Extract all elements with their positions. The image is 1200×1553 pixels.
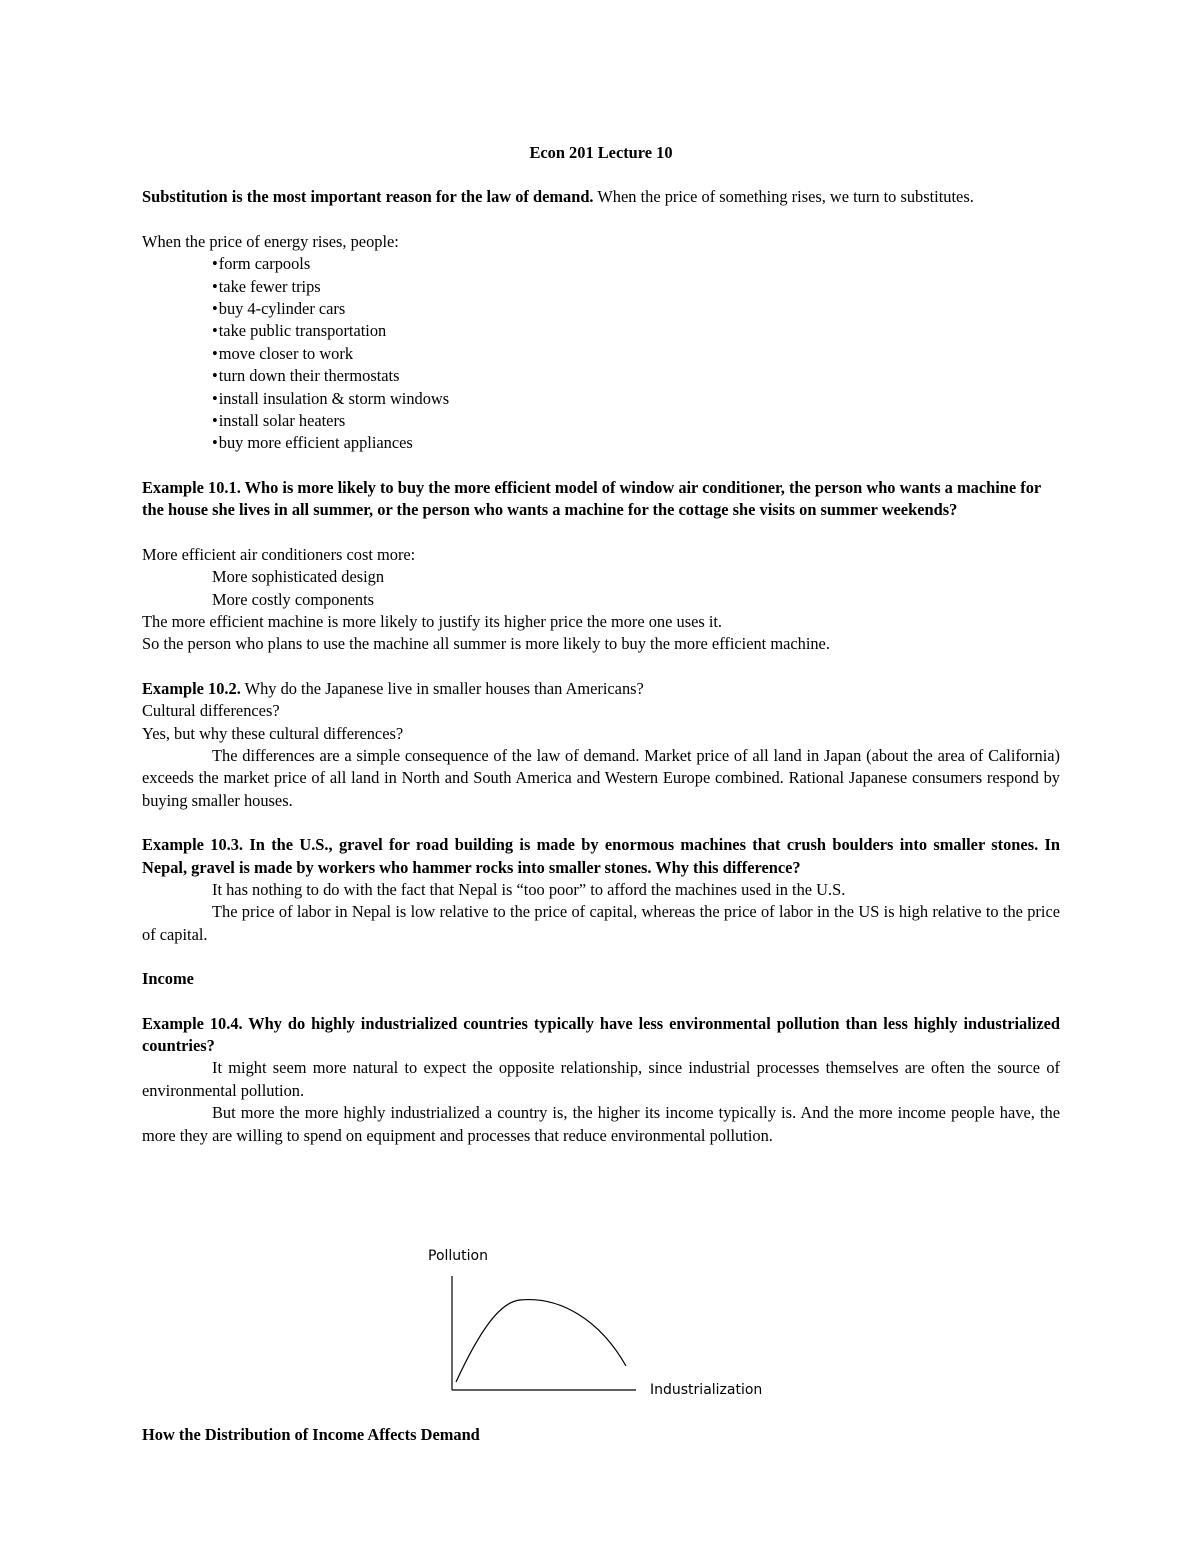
example-10-4-paragraph2: But more the more highly industrialized a country is, the higher its income typically is. And the more income people have, the more they are willing to spend on equipment and processes that reduce environmental pollution. xyxy=(142,1103,1060,1145)
example-10-2-label: Example 10.2. xyxy=(142,678,241,698)
example-10-2-question-line xyxy=(142,678,1060,700)
graph-ylabel: Pollution xyxy=(428,1248,488,1264)
example-10-2-line2: Yes, but why these cultural differences? xyxy=(142,723,404,743)
pollution-graph xyxy=(420,1240,780,1410)
list-item: • take fewer trips xyxy=(212,276,1060,298)
example-10-3-question: Example 10.3. In the U.S., gravel for road building is made by enormous machines that crush boulders into smaller stones. In Nepal, gravel is made by workers who hammer rocks into smaller stones. Why this difference? xyxy=(142,835,1060,877)
intro-rest: When the price of something rises, we turn to substitutes. xyxy=(593,187,974,207)
example-10-1-line2: The more efficient machine is more likely to justify its higher price the more one uses it. xyxy=(142,611,723,631)
example-10-1-line1: More efficient air conditioners cost more: xyxy=(142,544,416,564)
list-item: • install solar heaters xyxy=(212,410,1060,432)
example-10-2-line1: Cultural differences? xyxy=(142,701,280,721)
example-10-1-question: Example 10.1. Who is more likely to buy the more efficient model of window air conditioner, the person who wants a machine for the house she lives in all summer, or the person who wants a machine for the cottage she visits on summer weekends? xyxy=(142,477,1041,520)
list-item: • install insulation & storm windows xyxy=(212,388,1060,410)
example-10-2-paragraph: The differences are a simple consequence of the law of demand. Market price of all land in Japan (about the area of California) exceeds the market price of all land in North and South America and Western Europe combined. Rational Japanese consumers respond by buying smaller houses. xyxy=(142,745,1060,810)
example-10-1-line3: So the person who plans to use the machine all summer is more likely to buy the more efficient machine. xyxy=(142,634,830,654)
example-10-3-line1: It has nothing to do with the fact that Nepal is “too poor” to afford the machines used in the U.S. xyxy=(212,879,846,899)
list-item: • turn down their thermostats xyxy=(212,365,1060,387)
list-item: • take public transportation xyxy=(212,320,1060,342)
energy-lead: When the price of energy rises, people: xyxy=(142,231,399,251)
income-heading: Income xyxy=(142,969,194,989)
intro-paragraph xyxy=(142,186,1060,208)
list-item: • move closer to work xyxy=(212,343,1060,365)
example-10-1-sub1: More sophisticated design xyxy=(212,567,385,587)
intro-bold: Substitution is the most important reason for the law of demand. xyxy=(142,187,594,207)
page-title: Econ 201 Lecture 10 xyxy=(529,143,673,162)
example-10-3-paragraph: The price of labor in Nepal is low relative to the price of capital, whereas the price of labor in the US is high relative to the price of capital. xyxy=(142,902,1060,944)
example-10-4-question: Example 10.4. Why do highly industrialized countries typically have less environmental pollution than less highly industrialized countries? xyxy=(142,1013,1060,1055)
list-item: • form carpools xyxy=(212,253,1060,275)
graph-xlabel: Industrialization xyxy=(650,1382,763,1398)
graph-curve xyxy=(456,1300,626,1382)
list-item: • buy 4-cylinder cars xyxy=(212,298,1060,320)
example-10-2-question: Why do the Japanese live in smaller houses than Americans? xyxy=(240,678,644,698)
section-heading-distribution: How the Distribution of Income Affects Demand xyxy=(142,1425,480,1444)
document-page xyxy=(142,142,1060,1147)
energy-list xyxy=(142,253,1060,455)
list-item: • buy more efficient appliances xyxy=(212,432,1060,454)
example-10-4-paragraph1: It might seem more natural to expect the opposite relationship, since industrial processes themselves are often the source of environmental pollution. xyxy=(142,1058,1060,1100)
example-10-1-sub2: More costly components xyxy=(212,589,375,609)
